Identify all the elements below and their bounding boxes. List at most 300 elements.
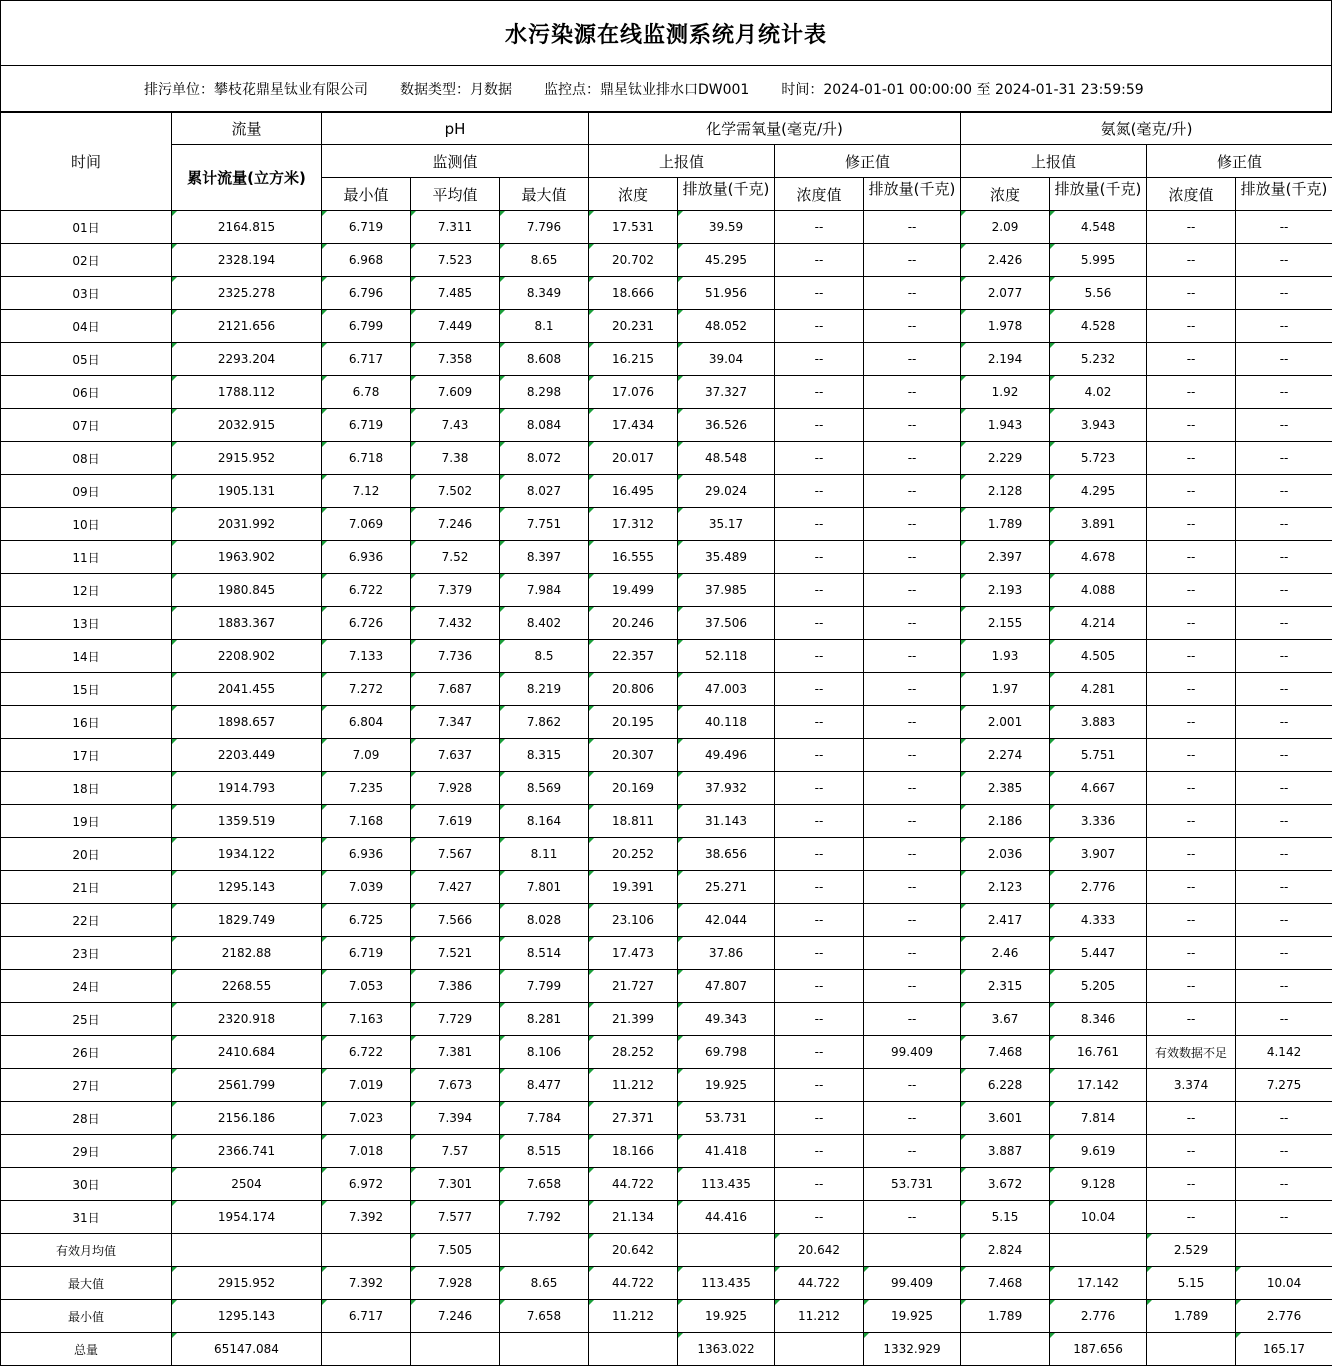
data-cell: 3.67 [961, 1003, 1050, 1036]
data-cell: 7.801 [500, 871, 589, 904]
header-nh3: 氨氮(毫克/升) [961, 113, 1332, 145]
row-date-cell: 15日 [1, 673, 172, 706]
data-cell: 1359.519 [172, 805, 322, 838]
data-cell: 7.502 [411, 475, 500, 508]
data-cell: 20.806 [589, 673, 678, 706]
data-cell: -- [775, 1168, 864, 1201]
table-row [1, 1102, 1332, 1135]
summary-cell: 17.142 [1050, 1267, 1147, 1300]
data-cell: 20.231 [589, 310, 678, 343]
data-cell: 44.416 [678, 1201, 775, 1234]
data-cell: 45.295 [678, 244, 775, 277]
data-cell: 1980.845 [172, 574, 322, 607]
summary-row [1, 1333, 1332, 1366]
data-cell: 31.143 [678, 805, 775, 838]
data-cell: -- [864, 1201, 961, 1234]
summary-cell: 1.789 [1147, 1300, 1236, 1333]
summary-cell: 2.776 [1236, 1300, 1332, 1333]
summary-cell: 10.04 [1236, 1267, 1332, 1300]
data-cell: 4.528 [1050, 310, 1147, 343]
data-cell: 4.678 [1050, 541, 1147, 574]
data-cell: 1963.902 [172, 541, 322, 574]
header-cod-emission-text: 排放量(千克) [682, 180, 770, 198]
data-cell: 2164.815 [172, 211, 322, 244]
row-date-cell: 04日 [1, 310, 172, 343]
data-cell: 5.232 [1050, 343, 1147, 376]
data-cell: 2.123 [961, 871, 1050, 904]
data-cell: -- [775, 211, 864, 244]
data-cell: 7.163 [322, 1003, 411, 1036]
data-cell: 7.358 [411, 343, 500, 376]
data-cell: 7.449 [411, 310, 500, 343]
data-cell: 4.088 [1050, 574, 1147, 607]
summary-cell: 165.17 [1236, 1333, 1332, 1366]
data-cell: 4.667 [1050, 772, 1147, 805]
row-date-cell: 14日 [1, 640, 172, 673]
data-cell: 48.548 [678, 442, 775, 475]
data-cell: 28.252 [589, 1036, 678, 1069]
data-cell: 8.164 [500, 805, 589, 838]
data-cell: 6.936 [322, 541, 411, 574]
data-cell: -- [864, 376, 961, 409]
data-cell: 8.219 [500, 673, 589, 706]
data-cell: -- [775, 1102, 864, 1135]
data-cell: 2.186 [961, 805, 1050, 838]
data-cell: 18.166 [589, 1135, 678, 1168]
header-time: 时间 [1, 113, 172, 211]
summary-row [1, 1267, 1332, 1300]
data-cell: 9.128 [1050, 1168, 1147, 1201]
table-row [1, 970, 1332, 1003]
data-cell: 37.86 [678, 937, 775, 970]
data-cell: 21.399 [589, 1003, 678, 1036]
data-cell: 113.435 [678, 1168, 775, 1201]
data-cell: 1788.112 [172, 376, 322, 409]
data-cell: -- [1236, 541, 1332, 574]
table-row [1, 871, 1332, 904]
data-cell: 1934.122 [172, 838, 322, 871]
data-cell: 35.17 [678, 508, 775, 541]
summary-cell: 1363.022 [678, 1333, 775, 1366]
data-cell: 7.619 [411, 805, 500, 838]
header-cod-emission [678, 178, 775, 211]
table-row [1, 244, 1332, 277]
data-cell: 53.731 [678, 1102, 775, 1135]
data-cell: -- [1236, 1102, 1332, 1135]
data-cell: -- [1236, 1135, 1332, 1168]
table-row [1, 376, 1332, 409]
data-cell: -- [864, 541, 961, 574]
data-cell: 44.722 [589, 1168, 678, 1201]
data-cell: 48.052 [678, 310, 775, 343]
data-cell: 7.984 [500, 574, 589, 607]
data-cell: 7.736 [411, 640, 500, 673]
data-cell: 5.15 [961, 1201, 1050, 1234]
data-cell: -- [1147, 409, 1236, 442]
data-cell: -- [1236, 673, 1332, 706]
data-cell: 8.072 [500, 442, 589, 475]
table-row [1, 739, 1332, 772]
data-cell: -- [1236, 475, 1332, 508]
data-cell: -- [775, 1069, 864, 1102]
data-cell: 2032.915 [172, 409, 322, 442]
data-cell: 7.301 [411, 1168, 500, 1201]
data-cell: 6.936 [322, 838, 411, 871]
summary-cell: 99.409 [864, 1267, 961, 1300]
data-cell: -- [1147, 970, 1236, 1003]
data-cell: 7.12 [322, 475, 411, 508]
data-cell: 2293.204 [172, 343, 322, 376]
data-cell: -- [1147, 739, 1236, 772]
data-cell: 6.718 [322, 442, 411, 475]
data-cell: 2504 [172, 1168, 322, 1201]
table-row [1, 673, 1332, 706]
summary-cell: 19.925 [678, 1300, 775, 1333]
data-cell: -- [1147, 1102, 1236, 1135]
data-cell: 2.315 [961, 970, 1050, 1003]
data-cell: -- [864, 310, 961, 343]
data-cell: -- [1236, 640, 1332, 673]
data-cell: 3.336 [1050, 805, 1147, 838]
summary-cell: 2.776 [1050, 1300, 1147, 1333]
data-cell: 8.397 [500, 541, 589, 574]
data-cell: -- [864, 805, 961, 838]
data-cell: 8.028 [500, 904, 589, 937]
data-cell: 20.017 [589, 442, 678, 475]
data-cell: 7.38 [411, 442, 500, 475]
data-cell: 8.11 [500, 838, 589, 871]
data-cell: 7.928 [411, 772, 500, 805]
data-cell: 8.515 [500, 1135, 589, 1168]
data-cell: 1.978 [961, 310, 1050, 343]
summary-row [1, 1300, 1332, 1333]
data-cell: 1295.143 [172, 871, 322, 904]
summary-cell: 2.529 [1147, 1234, 1236, 1267]
row-date-cell: 18日 [1, 772, 172, 805]
data-cell: 7.637 [411, 739, 500, 772]
summary-cell: 7.505 [411, 1234, 500, 1267]
row-date-cell: 26日 [1, 1036, 172, 1069]
table-row [1, 937, 1332, 970]
data-cell: 2031.992 [172, 508, 322, 541]
table-row [1, 409, 1332, 442]
data-cell: 20.307 [589, 739, 678, 772]
data-cell: 41.418 [678, 1135, 775, 1168]
data-cell: 52.118 [678, 640, 775, 673]
data-cell: 53.731 [864, 1168, 961, 1201]
data-cell: 49.496 [678, 739, 775, 772]
data-cell: -- [1236, 409, 1332, 442]
info-monitor-point: 监控点：鼎星钛业排水口DW001 [544, 81, 750, 98]
summary-cell: 1332.929 [864, 1333, 961, 1366]
data-cell: 8.402 [500, 607, 589, 640]
data-cell: 2.426 [961, 244, 1050, 277]
summary-label-cell: 有效月均值 [1, 1234, 172, 1267]
data-cell: -- [1147, 244, 1236, 277]
summary-row [1, 1234, 1332, 1267]
row-date-cell: 02日 [1, 244, 172, 277]
row-date-cell: 25日 [1, 1003, 172, 1036]
data-cell: 7.799 [500, 970, 589, 1003]
data-cell: 3.672 [961, 1168, 1050, 1201]
table-row [1, 1036, 1332, 1069]
data-cell: -- [775, 640, 864, 673]
data-cell: 6.726 [322, 607, 411, 640]
data-cell: 7.521 [411, 937, 500, 970]
data-cell: 6.722 [322, 574, 411, 607]
data-cell: 8.106 [500, 1036, 589, 1069]
data-cell: -- [1147, 838, 1236, 871]
data-cell: 7.039 [322, 871, 411, 904]
data-cell: 20.252 [589, 838, 678, 871]
header-nh3-corrected-emission-text: 排放量(千克) [1240, 180, 1328, 198]
data-cell: 8.298 [500, 376, 589, 409]
data-cell: -- [1147, 1201, 1236, 1234]
table-row [1, 1168, 1332, 1201]
data-cell: -- [1147, 211, 1236, 244]
data-cell: 17.076 [589, 376, 678, 409]
summary-cell [1147, 1333, 1236, 1366]
data-cell: 5.205 [1050, 970, 1147, 1003]
summary-cell [678, 1234, 775, 1267]
header-nh3-corrected-emission [1236, 178, 1332, 211]
data-cell: 1.92 [961, 376, 1050, 409]
row-date-cell: 08日 [1, 442, 172, 475]
data-cell: 17.473 [589, 937, 678, 970]
data-cell: 7.347 [411, 706, 500, 739]
data-cell: 5.723 [1050, 442, 1147, 475]
data-cell: 18.666 [589, 277, 678, 310]
summary-cell: 7.928 [411, 1267, 500, 1300]
header-cod: 化学需氧量(毫克/升) [589, 113, 961, 145]
data-cell: 23.106 [589, 904, 678, 937]
data-cell: 2.385 [961, 772, 1050, 805]
data-cell: 4.214 [1050, 607, 1147, 640]
data-cell: 3.601 [961, 1102, 1050, 1135]
data-cell: 7.09 [322, 739, 411, 772]
data-cell: 2.09 [961, 211, 1050, 244]
row-date-cell: 12日 [1, 574, 172, 607]
row-date-cell: 03日 [1, 277, 172, 310]
summary-cell: 2915.952 [172, 1267, 322, 1300]
data-cell: 47.003 [678, 673, 775, 706]
data-cell: -- [864, 739, 961, 772]
data-cell: -- [775, 673, 864, 706]
data-cell: 20.702 [589, 244, 678, 277]
data-cell: 20.246 [589, 607, 678, 640]
header-flow: 流量 [172, 113, 322, 145]
data-cell: -- [864, 277, 961, 310]
data-cell: 2.274 [961, 739, 1050, 772]
data-cell: 2.077 [961, 277, 1050, 310]
data-cell: -- [1147, 541, 1236, 574]
data-cell: 7.311 [411, 211, 500, 244]
summary-cell: 19.925 [864, 1300, 961, 1333]
summary-cell: 44.722 [589, 1267, 678, 1300]
data-cell: -- [864, 673, 961, 706]
data-cell: -- [864, 1102, 961, 1135]
data-cell: 8.084 [500, 409, 589, 442]
data-cell: 2.417 [961, 904, 1050, 937]
data-cell: 8.514 [500, 937, 589, 970]
summary-cell: 20.642 [775, 1234, 864, 1267]
data-cell: 7.52 [411, 541, 500, 574]
row-date-cell: 19日 [1, 805, 172, 838]
data-cell: 2.776 [1050, 871, 1147, 904]
data-cell: -- [864, 343, 961, 376]
row-date-cell: 20日 [1, 838, 172, 871]
data-cell: 8.569 [500, 772, 589, 805]
header-ph-monitored: 监测值 [322, 145, 589, 178]
data-cell: -- [1236, 1003, 1332, 1036]
data-cell: 4.548 [1050, 211, 1147, 244]
summary-cell: 44.722 [775, 1267, 864, 1300]
data-cell: 1.97 [961, 673, 1050, 706]
data-cell: 3.891 [1050, 508, 1147, 541]
data-cell: 有效数据不足 [1147, 1036, 1236, 1069]
data-cell: -- [1147, 508, 1236, 541]
data-cell: 8.65 [500, 244, 589, 277]
data-cell: 16.761 [1050, 1036, 1147, 1069]
data-cell: 47.807 [678, 970, 775, 1003]
data-cell: 4.333 [1050, 904, 1147, 937]
data-cell: 2.397 [961, 541, 1050, 574]
data-cell: -- [1236, 607, 1332, 640]
data-cell: -- [1147, 607, 1236, 640]
data-cell: -- [775, 607, 864, 640]
data-cell: 7.784 [500, 1102, 589, 1135]
data-cell: 37.932 [678, 772, 775, 805]
data-cell: -- [1236, 310, 1332, 343]
data-cell: 1.93 [961, 640, 1050, 673]
data-cell: 2.001 [961, 706, 1050, 739]
data-cell: -- [1147, 1168, 1236, 1201]
data-cell: -- [775, 904, 864, 937]
data-cell: -- [864, 442, 961, 475]
data-cell: -- [1147, 640, 1236, 673]
summary-cell [1050, 1234, 1147, 1267]
row-date-cell: 06日 [1, 376, 172, 409]
data-cell: -- [775, 871, 864, 904]
header-cod-conc: 浓度 [589, 178, 678, 211]
data-cell: 20.195 [589, 706, 678, 739]
data-cell: -- [864, 211, 961, 244]
data-cell: 7.133 [322, 640, 411, 673]
header-ph-min: 最小值 [322, 178, 411, 211]
data-cell: 19.925 [678, 1069, 775, 1102]
header-nh3-emission-text: 排放量(千克) [1054, 180, 1142, 198]
summary-cell [172, 1234, 322, 1267]
data-cell: 17.142 [1050, 1069, 1147, 1102]
data-cell: 7.246 [411, 508, 500, 541]
data-cell: 8.281 [500, 1003, 589, 1036]
header-cod-corrected: 修正值 [775, 145, 961, 178]
summary-cell: 6.717 [322, 1300, 411, 1333]
data-cell: -- [1147, 1135, 1236, 1168]
data-cell: 7.275 [1236, 1069, 1332, 1102]
row-date-cell: 11日 [1, 541, 172, 574]
data-cell: -- [1236, 706, 1332, 739]
row-date-cell: 16日 [1, 706, 172, 739]
table-row [1, 541, 1332, 574]
report-title: 水污染源在线监测系统月统计表 [0, 0, 1332, 66]
data-cell: 7.814 [1050, 1102, 1147, 1135]
data-cell: 3.374 [1147, 1069, 1236, 1102]
data-cell: 7.609 [411, 376, 500, 409]
data-cell: -- [1236, 838, 1332, 871]
data-cell: -- [864, 772, 961, 805]
data-cell: 7.751 [500, 508, 589, 541]
data-cell: 4.142 [1236, 1036, 1332, 1069]
data-cell: -- [1236, 244, 1332, 277]
data-cell: 7.168 [322, 805, 411, 838]
summary-cell [500, 1333, 589, 1366]
data-cell: -- [864, 970, 961, 1003]
data-cell: 3.887 [961, 1135, 1050, 1168]
table-row [1, 475, 1332, 508]
data-cell: 49.343 [678, 1003, 775, 1036]
data-cell: -- [775, 508, 864, 541]
data-cell: 2182.88 [172, 937, 322, 970]
header-flow-cumulative: 累计流量(立方米) [172, 145, 322, 211]
data-cell: 6.719 [322, 937, 411, 970]
report-info-bar [0, 66, 1332, 112]
table-row [1, 211, 1332, 244]
data-cell: 69.798 [678, 1036, 775, 1069]
data-cell: -- [1236, 442, 1332, 475]
data-cell: 6.972 [322, 1168, 411, 1201]
header-cod-corrected-emission-text: 排放量(千克) [868, 180, 956, 198]
row-date-cell: 21日 [1, 871, 172, 904]
statistics-table [0, 112, 1332, 1366]
data-cell: -- [1147, 442, 1236, 475]
data-cell: -- [864, 706, 961, 739]
data-cell: -- [1147, 937, 1236, 970]
header-cod-conc-value: 浓度值 [775, 178, 864, 211]
data-cell: -- [775, 475, 864, 508]
data-cell: 2.194 [961, 343, 1050, 376]
data-cell: -- [1236, 343, 1332, 376]
data-cell: -- [775, 937, 864, 970]
row-date-cell: 13日 [1, 607, 172, 640]
table-row [1, 310, 1332, 343]
summary-cell: 11.212 [589, 1300, 678, 1333]
table-row [1, 805, 1332, 838]
summary-cell: 7.392 [322, 1267, 411, 1300]
header-nh3-corrected: 修正值 [1147, 145, 1332, 178]
summary-cell [589, 1333, 678, 1366]
table-body [1, 211, 1332, 1366]
data-cell: -- [864, 937, 961, 970]
data-cell: 1.789 [961, 508, 1050, 541]
data-cell: 99.409 [864, 1036, 961, 1069]
data-cell: 2121.656 [172, 310, 322, 343]
data-cell: 7.523 [411, 244, 500, 277]
summary-cell [500, 1234, 589, 1267]
data-cell: 2.128 [961, 475, 1050, 508]
data-cell: -- [864, 1135, 961, 1168]
data-cell: -- [864, 1003, 961, 1036]
data-cell: 51.956 [678, 277, 775, 310]
data-cell: -- [775, 970, 864, 1003]
data-cell: -- [775, 244, 864, 277]
data-cell: 2328.194 [172, 244, 322, 277]
data-cell: 2208.902 [172, 640, 322, 673]
data-cell: 39.59 [678, 211, 775, 244]
header-ph-max: 最大值 [500, 178, 589, 211]
data-cell: 5.447 [1050, 937, 1147, 970]
data-cell: 7.381 [411, 1036, 500, 1069]
